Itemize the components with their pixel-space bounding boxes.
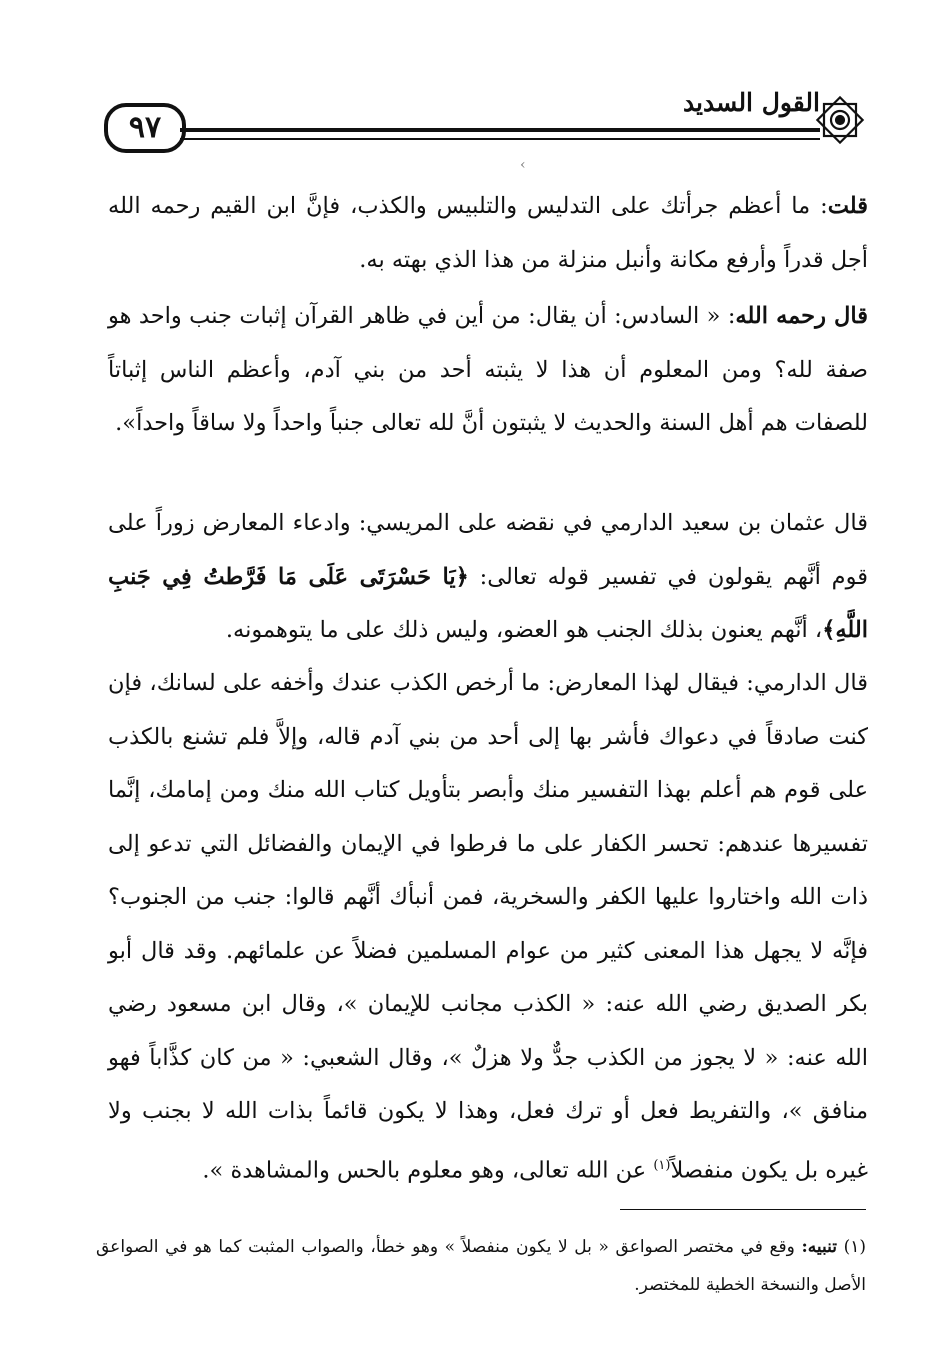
paragraph-lead: قلت [827,193,868,219]
footnote-label: تنبيه: [801,1237,837,1257]
margin-mark: ‹ [520,157,526,173]
paragraph-text: قال عثمان بن سعيد الدارمي في نقضه على المريسي: وادعاء المعارض زوراً على قوم أنَّهم يقولون في تفسير قوله تعالى: [108,510,868,590]
paragraph-3 [108,497,868,658]
quran-verse: ﴿يَا حَسْرَتَى عَلَى مَا فَرَّطتُ فِي جَنبِ اللَّهِ﴾ [108,563,868,643]
footnote-reference: (١) [653,1157,671,1173]
paragraph-text: قال الدارمي: فيقال لهذا المعارض: ما أرخص الكذب عندك وأخفه على لسانك، فإن كنت صادقاً في دعواك فأشر بها إلى أحد من بني آدم قاله، وإلاَّ فلم تشنع بالكذب على قوم هم أعلم بهذا التفسير منك وأبصر بتأويل كتاب الله منك ومن إمامك، إنَّما تفسيرها عندهم: تحسر الكفار على ما فرطوا في الإيمان والفضائل التي تدعو إلى ذات الله واختاروا عليها الكفر والسخرية، فمن أنبأك أنَّهم قالوا: جنب من الجنوب؟ فإنَّه لا يجهل هذا المعنى كثير من عوام المسلمين فضلاً عن علمائهم. وقد قال أبو بكر الصديق رضي الله عنه: « الكذب مجانب للإيمان »، وقال ابن مسعود رضي الله عنه: « لا يجوز من الكذب جدٌّ ولا هزلٌ »، وقال الشعبي: « من كان كذَّاباً فهو منافق »، والتفريط فعل أو ترك فعل، وهذا لا يكون قائماً بذات الله لا بجنب ولا غيره بل يكون منفصلاً [108,670,868,1183]
footnote-text: وقع في مختصر الصواعق « بل لا يكون منفصلاً » وهو خطأ، والصواب المثبت كما هو في الصواعق الأصل والنسخة الخطية للمختصر. [96,1237,866,1295]
paragraph-1 [108,180,868,287]
paragraph-text: : ما أعظم جرأتك على التدليس والتلبيس والكذب، فإنَّ ابن القيم رحمه الله أجل قدراً وأرفع مكانة وأنبل منزلة من هذا الذي بهته به. [108,193,868,273]
paragraph-text-end: عن الله تعالى، وهو معلوم بالحس والمشاهدة ». [202,1157,654,1183]
page-number: ٩٧ [104,103,186,153]
star-ornament-icon [812,92,868,148]
paragraph-text-end: ، أنَّهم يعنون بذلك الجنب هو العضو، وليس ذلك على ما يتوهمونه. [225,617,823,643]
footnote-number: (١) [843,1237,867,1257]
paragraph-4 [108,657,868,1198]
paragraph-2 [108,290,868,451]
paragraph-text: : « السادس: أن يقال: من أين في ظاهر القرآن إثبات جنب واحد هو صفة لله؟ ومن المعلوم أن هذا لا يثبته أحد من بني آدم، وأعظم الناس إثباتاً للصفات هم أهل السنة والحديث لا يثبتون أنَّ لله تعالى جنباً واحداً ولا ساقاً واحداً». [108,303,868,436]
footnote [96,1228,866,1304]
book-title: القول السديد [682,88,820,117]
header-rule [180,128,820,132]
footnote-separator [620,1209,866,1210]
header-rule-thin [180,138,820,140]
paragraph-lead: قال رحمه الله [735,303,868,329]
